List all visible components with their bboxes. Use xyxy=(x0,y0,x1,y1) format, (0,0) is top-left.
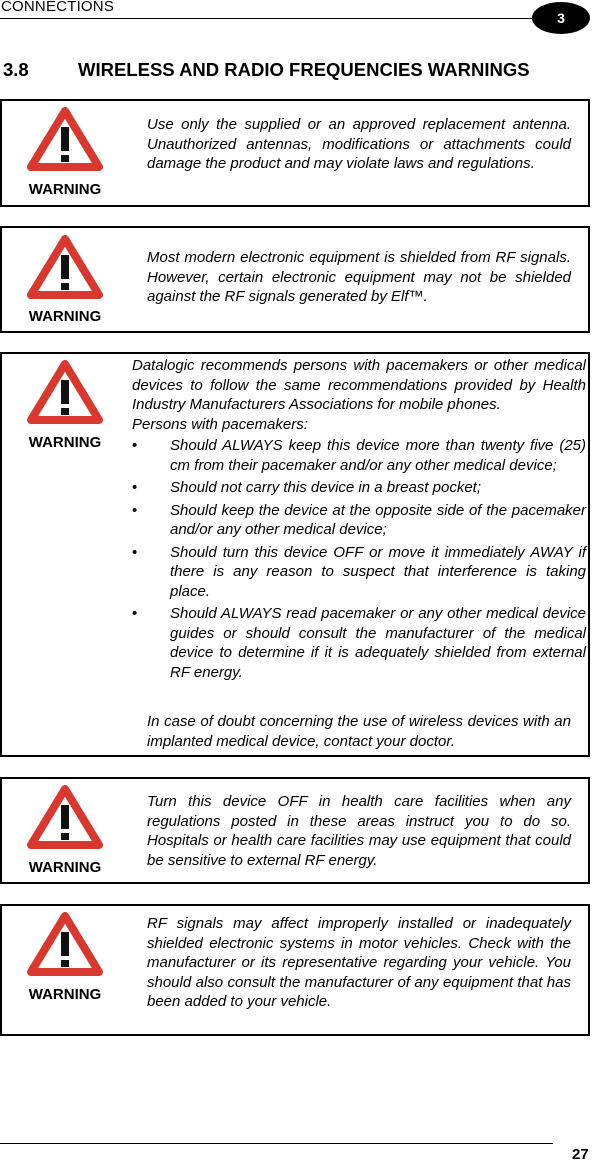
warning-text xyxy=(132,356,586,685)
chapter-badge xyxy=(532,2,590,34)
list-item: • Should ALWAYS read pacemaker or any other medical device guides or should consult the manufacturer of the medical device to determine if it is adequately shielded from external RF energy. xyxy=(132,605,586,681)
warning-closing: In case of doubt concerning the use of wireless devices with an implanted medical device, contact your doctor. xyxy=(147,713,571,750)
warning-paragraph: RF signals may affect improperly installed or inadequately shielded electronic systems in motor vehicles. Check with the manufacturer or its representative regarding your vehicle. You should also consult the manufacturer of any equipment that has been added to your vehicle. xyxy=(147,915,571,1010)
list-item: • Should ALWAYS keep this device more than twenty five (25) cm from their pacemaker and/or any other medical device; xyxy=(132,437,586,474)
footer-divider xyxy=(0,1143,553,1144)
warning-triangle-icon xyxy=(27,107,103,171)
chapter-number: 3 xyxy=(557,10,565,26)
warning-label: WARNING xyxy=(28,181,102,198)
warning-paragraph: Most modern electronic equipment is shielded from RF signals. However, certain electronic equipment may not be shielded against the RF signals generated by Elf™. xyxy=(147,249,571,305)
warning-box-antenna xyxy=(0,99,590,207)
warning-subheading: Persons with pacemakers: xyxy=(132,415,308,433)
warning-intro: Datalogic recommends persons with pacemakers or other medical devices to follow the same recommendations provided by Health Industry Manufacturers Associations for mobile phones. xyxy=(132,357,586,413)
bullet-icon: • xyxy=(132,543,138,561)
warning-box-health-care xyxy=(0,777,590,884)
warning-label: WARNING xyxy=(28,308,102,325)
bullet-icon: • xyxy=(132,479,138,496)
warning-paragraph: Turn this device OFF in health care facilities when any regulations posted in these areas instruct you to do so. Hospitals or health care facilities may use equipment that could be sensitive to external RF energy. xyxy=(147,793,571,869)
running-header-title: CONNECTIONS xyxy=(1,0,115,15)
warning-text xyxy=(147,115,571,174)
list-item: • Should turn this device OFF or move it immediately AWAY if there is any reason to suspect that interference is taking place. xyxy=(132,543,586,600)
warning-label: WARNING xyxy=(28,859,102,876)
warning-box-motor-vehicles xyxy=(0,904,590,1036)
section-title: WIRELESS AND RADIO FREQUENCIES WARNINGS xyxy=(78,59,530,80)
warning-triangle-icon xyxy=(27,235,103,299)
section-number: 3.8 xyxy=(3,59,29,80)
bullet-icon: • xyxy=(132,605,138,622)
warning-box-rf-shielding xyxy=(0,226,590,333)
bullet-icon: • xyxy=(132,501,138,519)
list-item: • Should keep the device at the opposite side of the pacemaker and/or any other medical device; xyxy=(132,501,586,538)
warning-label: WARNING xyxy=(28,434,102,451)
warning-box-pacemakers xyxy=(0,352,590,757)
warning-text xyxy=(147,248,571,307)
page-number: 27 xyxy=(572,1146,589,1163)
list-item: • Should not carry this device in a breast pocket; xyxy=(132,479,482,496)
warning-paragraph: Use only the supplied or an approved replacement antenna. Unauthorized antennas, modifications or attachments could damage the product and may violate laws and regulations. xyxy=(147,116,571,172)
warning-triangle-icon xyxy=(27,912,103,976)
warning-label: WARNING xyxy=(28,986,102,1003)
warning-text xyxy=(147,792,571,870)
warning-text xyxy=(147,914,571,1012)
pacemaker-bullet-list xyxy=(132,436,586,682)
bullet-icon: • xyxy=(132,437,138,454)
warning-triangle-icon xyxy=(27,785,103,849)
warning-triangle-icon xyxy=(27,360,103,424)
section-heading xyxy=(3,59,530,81)
header-divider xyxy=(0,18,536,19)
